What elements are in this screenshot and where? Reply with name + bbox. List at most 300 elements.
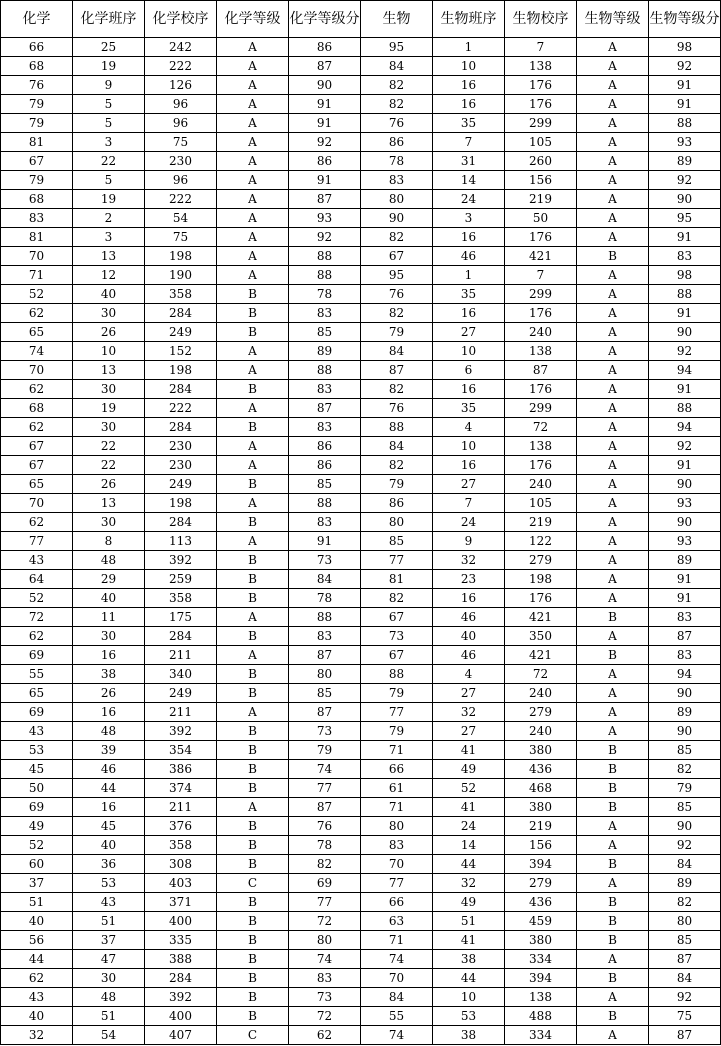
table-cell: 26 <box>73 475 145 494</box>
table-cell: 95 <box>649 209 721 228</box>
column-header: 化学等级分 <box>289 1 361 38</box>
table-cell: 27 <box>433 323 505 342</box>
table-cell: 26 <box>73 323 145 342</box>
table-cell: 84 <box>649 855 721 874</box>
table-cell: 63 <box>361 912 433 931</box>
table-cell: 86 <box>289 437 361 456</box>
table-row <box>1 190 721 209</box>
table-cell: 87 <box>289 399 361 418</box>
table-cell: 7 <box>505 38 577 57</box>
table-row <box>1 969 721 988</box>
table-cell: 13 <box>73 494 145 513</box>
table-cell: 88 <box>289 361 361 380</box>
table-cell: 488 <box>505 1007 577 1026</box>
table-cell: 35 <box>433 114 505 133</box>
table-cell: 83 <box>361 171 433 190</box>
table-row <box>1 380 721 399</box>
table-cell: A <box>217 703 289 722</box>
table-cell: 36 <box>73 855 145 874</box>
table-cell: 89 <box>649 551 721 570</box>
table-cell: 299 <box>505 114 577 133</box>
table-cell: 279 <box>505 874 577 893</box>
table-cell: 122 <box>505 532 577 551</box>
table-cell: 94 <box>649 418 721 437</box>
column-header: 生物等级分 <box>649 1 721 38</box>
table-cell: 84 <box>361 437 433 456</box>
table-cell: 41 <box>433 798 505 817</box>
table-cell: B <box>577 1007 649 1026</box>
table-cell: A <box>577 399 649 418</box>
table-cell: 76 <box>361 285 433 304</box>
table-cell: 92 <box>289 133 361 152</box>
table-cell: 43 <box>1 551 73 570</box>
table-cell: 48 <box>73 988 145 1007</box>
table-cell: 83 <box>289 969 361 988</box>
column-header: 化学校序 <box>145 1 217 38</box>
table-cell: 90 <box>649 684 721 703</box>
table-cell: 91 <box>649 76 721 95</box>
table-cell: 176 <box>505 589 577 608</box>
table-cell: 90 <box>649 513 721 532</box>
table-cell: A <box>577 171 649 190</box>
table-cell: 67 <box>361 646 433 665</box>
table-cell: 340 <box>145 665 217 684</box>
table-row <box>1 589 721 608</box>
table-cell: A <box>577 1026 649 1045</box>
table-cell: 88 <box>649 399 721 418</box>
table-cell: 54 <box>73 1026 145 1045</box>
table-row <box>1 760 721 779</box>
table-cell: 16 <box>433 228 505 247</box>
table-header <box>1 1 721 38</box>
table-cell: 51 <box>73 1007 145 1026</box>
table-cell: 27 <box>433 475 505 494</box>
table-cell: 92 <box>649 836 721 855</box>
table-cell: 37 <box>1 874 73 893</box>
table-cell: A <box>217 646 289 665</box>
table-cell: A <box>217 532 289 551</box>
table-row <box>1 1007 721 1026</box>
table-cell: 31 <box>433 152 505 171</box>
table-cell: 62 <box>1 380 73 399</box>
table-cell: 53 <box>433 1007 505 1026</box>
table-cell: A <box>577 817 649 836</box>
table-cell: 90 <box>649 475 721 494</box>
table-cell: B <box>217 570 289 589</box>
table-cell: 62 <box>1 627 73 646</box>
table-row <box>1 95 721 114</box>
table-cell: A <box>577 418 649 437</box>
table-cell: B <box>577 931 649 950</box>
table-cell: 19 <box>73 57 145 76</box>
table-cell: 198 <box>145 361 217 380</box>
table-cell: 66 <box>361 760 433 779</box>
table-cell: 82 <box>361 228 433 247</box>
table-row <box>1 551 721 570</box>
table-cell: 299 <box>505 399 577 418</box>
table-cell: 79 <box>361 323 433 342</box>
table-cell: 94 <box>649 665 721 684</box>
table-cell: 24 <box>433 190 505 209</box>
table-cell: 82 <box>289 855 361 874</box>
table-cell: B <box>577 608 649 627</box>
table-cell: 40 <box>73 285 145 304</box>
table-cell: 138 <box>505 342 577 361</box>
table-cell: 76 <box>361 399 433 418</box>
table-cell: 53 <box>73 874 145 893</box>
table-cell: A <box>577 703 649 722</box>
table-cell: 40 <box>73 836 145 855</box>
table-cell: A <box>577 475 649 494</box>
table-cell: A <box>217 171 289 190</box>
table-cell: 68 <box>1 190 73 209</box>
table-cell: 71 <box>361 798 433 817</box>
table-row <box>1 684 721 703</box>
table-cell: 230 <box>145 437 217 456</box>
table-cell: 6 <box>433 361 505 380</box>
table-cell: A <box>217 133 289 152</box>
table-cell: 45 <box>73 817 145 836</box>
table-cell: 380 <box>505 798 577 817</box>
table-cell: 69 <box>1 798 73 817</box>
table-cell: 60 <box>1 855 73 874</box>
table-cell: 19 <box>73 399 145 418</box>
table-row <box>1 570 721 589</box>
table-cell: 11 <box>73 608 145 627</box>
table-cell: B <box>217 304 289 323</box>
table-row <box>1 703 721 722</box>
table-cell: 400 <box>145 912 217 931</box>
table-cell: 138 <box>505 57 577 76</box>
table-cell: A <box>217 190 289 209</box>
table-cell: B <box>217 418 289 437</box>
table-cell: 82 <box>361 380 433 399</box>
table-cell: 75 <box>145 133 217 152</box>
table-cell: 51 <box>1 893 73 912</box>
table-cell: 87 <box>361 361 433 380</box>
table-cell: 358 <box>145 589 217 608</box>
table-cell: 85 <box>289 684 361 703</box>
table-cell: 176 <box>505 76 577 95</box>
table-cell: 87 <box>505 361 577 380</box>
table-row <box>1 627 721 646</box>
table-cell: 1 <box>433 38 505 57</box>
table-row <box>1 361 721 380</box>
table-cell: 96 <box>145 95 217 114</box>
table-cell: 459 <box>505 912 577 931</box>
table-cell: 82 <box>361 589 433 608</box>
table-cell: 74 <box>361 1026 433 1045</box>
table-cell: 55 <box>361 1007 433 1026</box>
table-cell: 65 <box>1 684 73 703</box>
table-cell: A <box>217 152 289 171</box>
table-cell: 3 <box>73 133 145 152</box>
table-cell: 82 <box>361 76 433 95</box>
table-row <box>1 76 721 95</box>
table-cell: 9 <box>73 76 145 95</box>
table-cell: 47 <box>73 950 145 969</box>
table-cell: 53 <box>1 741 73 760</box>
table-cell: 5 <box>73 171 145 190</box>
table-cell: 403 <box>145 874 217 893</box>
table-cell: A <box>577 570 649 589</box>
table-cell: A <box>217 228 289 247</box>
table-cell: 30 <box>73 627 145 646</box>
table-row <box>1 494 721 513</box>
table-cell: 380 <box>505 741 577 760</box>
table-cell: 89 <box>649 874 721 893</box>
table-cell: A <box>217 342 289 361</box>
table-row <box>1 114 721 133</box>
table-cell: 88 <box>649 114 721 133</box>
table-cell: A <box>217 798 289 817</box>
table-cell: 79 <box>1 171 73 190</box>
table-cell: A <box>577 114 649 133</box>
table-cell: 211 <box>145 798 217 817</box>
table-cell: 9 <box>433 532 505 551</box>
table-cell: 86 <box>289 152 361 171</box>
table-cell: 30 <box>73 304 145 323</box>
table-cell: 88 <box>289 608 361 627</box>
table-cell: A <box>217 57 289 76</box>
table-cell: 219 <box>505 817 577 836</box>
table-cell: A <box>217 114 289 133</box>
table-cell: A <box>217 437 289 456</box>
table-cell: 240 <box>505 722 577 741</box>
table-cell: C <box>217 874 289 893</box>
table-cell: 71 <box>361 741 433 760</box>
table-cell: 52 <box>1 589 73 608</box>
table-cell: A <box>577 665 649 684</box>
table-cell: 30 <box>73 418 145 437</box>
table-cell: 92 <box>289 228 361 247</box>
table-cell: 16 <box>73 798 145 817</box>
table-cell: A <box>217 209 289 228</box>
table-cell: 46 <box>433 247 505 266</box>
table-cell: A <box>577 456 649 475</box>
table-cell: A <box>217 399 289 418</box>
table-cell: 16 <box>433 76 505 95</box>
table-cell: 81 <box>361 570 433 589</box>
table-cell: 85 <box>649 741 721 760</box>
table-cell: 371 <box>145 893 217 912</box>
table-cell: 1 <box>433 266 505 285</box>
table-cell: 90 <box>361 209 433 228</box>
table-cell: 84 <box>361 988 433 1007</box>
table-cell: 77 <box>361 874 433 893</box>
table-cell: 249 <box>145 475 217 494</box>
table-cell: 79 <box>1 95 73 114</box>
table-cell: 380 <box>505 931 577 950</box>
table-cell: 350 <box>505 627 577 646</box>
table-cell: 52 <box>1 285 73 304</box>
table-cell: 14 <box>433 836 505 855</box>
table-row <box>1 513 721 532</box>
table-cell: 13 <box>73 247 145 266</box>
table-cell: 72 <box>505 418 577 437</box>
table-cell: 3 <box>433 209 505 228</box>
table-cell: 5 <box>73 95 145 114</box>
table-row <box>1 874 721 893</box>
table-cell: 87 <box>649 950 721 969</box>
table-cell: 94 <box>649 361 721 380</box>
table-cell: 79 <box>649 779 721 798</box>
table-cell: 74 <box>361 950 433 969</box>
table-cell: 74 <box>289 760 361 779</box>
table-cell: A <box>217 38 289 57</box>
table-cell: A <box>577 950 649 969</box>
table-cell: A <box>217 361 289 380</box>
table-cell: 35 <box>433 399 505 418</box>
table-row <box>1 133 721 152</box>
table-cell: 83 <box>361 836 433 855</box>
table-cell: 50 <box>1 779 73 798</box>
table-cell: 90 <box>649 190 721 209</box>
table-cell: 4 <box>433 665 505 684</box>
table-cell: 41 <box>433 931 505 950</box>
table-cell: 79 <box>289 741 361 760</box>
table-cell: 89 <box>649 703 721 722</box>
table-cell: 76 <box>1 76 73 95</box>
table-cell: 67 <box>1 152 73 171</box>
table-cell: 74 <box>289 950 361 969</box>
table-row <box>1 912 721 931</box>
table-cell: 49 <box>1 817 73 836</box>
table-cell: B <box>217 722 289 741</box>
table-row <box>1 247 721 266</box>
table-cell: 16 <box>433 95 505 114</box>
table-row <box>1 323 721 342</box>
table-cell: B <box>217 988 289 1007</box>
table-cell: 69 <box>1 646 73 665</box>
table-cell: 38 <box>433 1026 505 1045</box>
table-cell: 62 <box>1 969 73 988</box>
table-cell: A <box>577 437 649 456</box>
table-cell: 43 <box>1 988 73 1007</box>
table-cell: 67 <box>1 456 73 475</box>
table-cell: 30 <box>73 380 145 399</box>
table-cell: 87 <box>289 703 361 722</box>
table-cell: A <box>577 684 649 703</box>
table-cell: 84 <box>289 570 361 589</box>
table-cell: 219 <box>505 190 577 209</box>
table-cell: 230 <box>145 152 217 171</box>
table-cell: 92 <box>649 988 721 1007</box>
table-cell: 242 <box>145 38 217 57</box>
table-cell: 156 <box>505 171 577 190</box>
table-cell: 299 <box>505 285 577 304</box>
table-cell: 198 <box>145 247 217 266</box>
table-cell: 84 <box>361 342 433 361</box>
table-cell: 70 <box>1 361 73 380</box>
table-cell: 436 <box>505 760 577 779</box>
table-cell: 284 <box>145 304 217 323</box>
table-cell: 392 <box>145 551 217 570</box>
table-cell: 13 <box>73 361 145 380</box>
table-cell: 87 <box>289 798 361 817</box>
table-cell: 77 <box>289 779 361 798</box>
table-cell: 38 <box>433 950 505 969</box>
table-cell: 211 <box>145 646 217 665</box>
table-cell: 91 <box>289 95 361 114</box>
table-cell: B <box>217 893 289 912</box>
table-cell: 386 <box>145 760 217 779</box>
table-cell: 85 <box>289 475 361 494</box>
table-cell: 62 <box>1 304 73 323</box>
table-cell: 222 <box>145 57 217 76</box>
table-cell: 72 <box>1 608 73 627</box>
table-cell: A <box>577 494 649 513</box>
table-cell: 24 <box>433 513 505 532</box>
table-cell: 78 <box>289 589 361 608</box>
table-cell: 95 <box>361 266 433 285</box>
table-row <box>1 608 721 627</box>
table-row <box>1 171 721 190</box>
table-cell: 39 <box>73 741 145 760</box>
table-cell: 46 <box>433 608 505 627</box>
column-header: 生物等级 <box>577 1 649 38</box>
table-cell: 198 <box>145 494 217 513</box>
table-cell: 91 <box>649 228 721 247</box>
table-cell: 88 <box>289 247 361 266</box>
table-cell: 152 <box>145 342 217 361</box>
table-cell: 10 <box>433 342 505 361</box>
table-cell: 138 <box>505 988 577 1007</box>
table-cell: 62 <box>1 513 73 532</box>
table-cell: 190 <box>145 266 217 285</box>
table-cell: 2 <box>73 209 145 228</box>
table-cell: 105 <box>505 494 577 513</box>
table-cell: 77 <box>289 893 361 912</box>
table-cell: 98 <box>649 266 721 285</box>
table-cell: B <box>577 912 649 931</box>
table-cell: 46 <box>433 646 505 665</box>
table-cell: 87 <box>289 190 361 209</box>
column-header: 生物班序 <box>433 1 505 38</box>
table-cell: 66 <box>361 893 433 912</box>
table-cell: 78 <box>289 836 361 855</box>
table-cell: 16 <box>73 703 145 722</box>
table-cell: B <box>577 779 649 798</box>
table-cell: 80 <box>649 912 721 931</box>
table-cell: 38 <box>73 665 145 684</box>
table-cell: 89 <box>649 152 721 171</box>
table-cell: B <box>217 380 289 399</box>
table-cell: 73 <box>289 988 361 1007</box>
table-cell: 249 <box>145 323 217 342</box>
table-cell: A <box>577 209 649 228</box>
table-cell: B <box>217 969 289 988</box>
table-cell: 29 <box>73 570 145 589</box>
table-cell: 92 <box>649 171 721 190</box>
table-cell: 392 <box>145 988 217 1007</box>
table-cell: 16 <box>433 304 505 323</box>
table-cell: B <box>217 1007 289 1026</box>
table-cell: 334 <box>505 1026 577 1045</box>
table-cell: 52 <box>433 779 505 798</box>
table-cell: 77 <box>361 551 433 570</box>
table-cell: 88 <box>649 285 721 304</box>
table-cell: A <box>577 285 649 304</box>
table-cell: 67 <box>1 437 73 456</box>
table-cell: 85 <box>289 323 361 342</box>
table-cell: 83 <box>289 418 361 437</box>
table-cell: 91 <box>649 95 721 114</box>
table-row <box>1 836 721 855</box>
table-row <box>1 152 721 171</box>
table-cell: 51 <box>433 912 505 931</box>
table-cell: 5 <box>73 114 145 133</box>
